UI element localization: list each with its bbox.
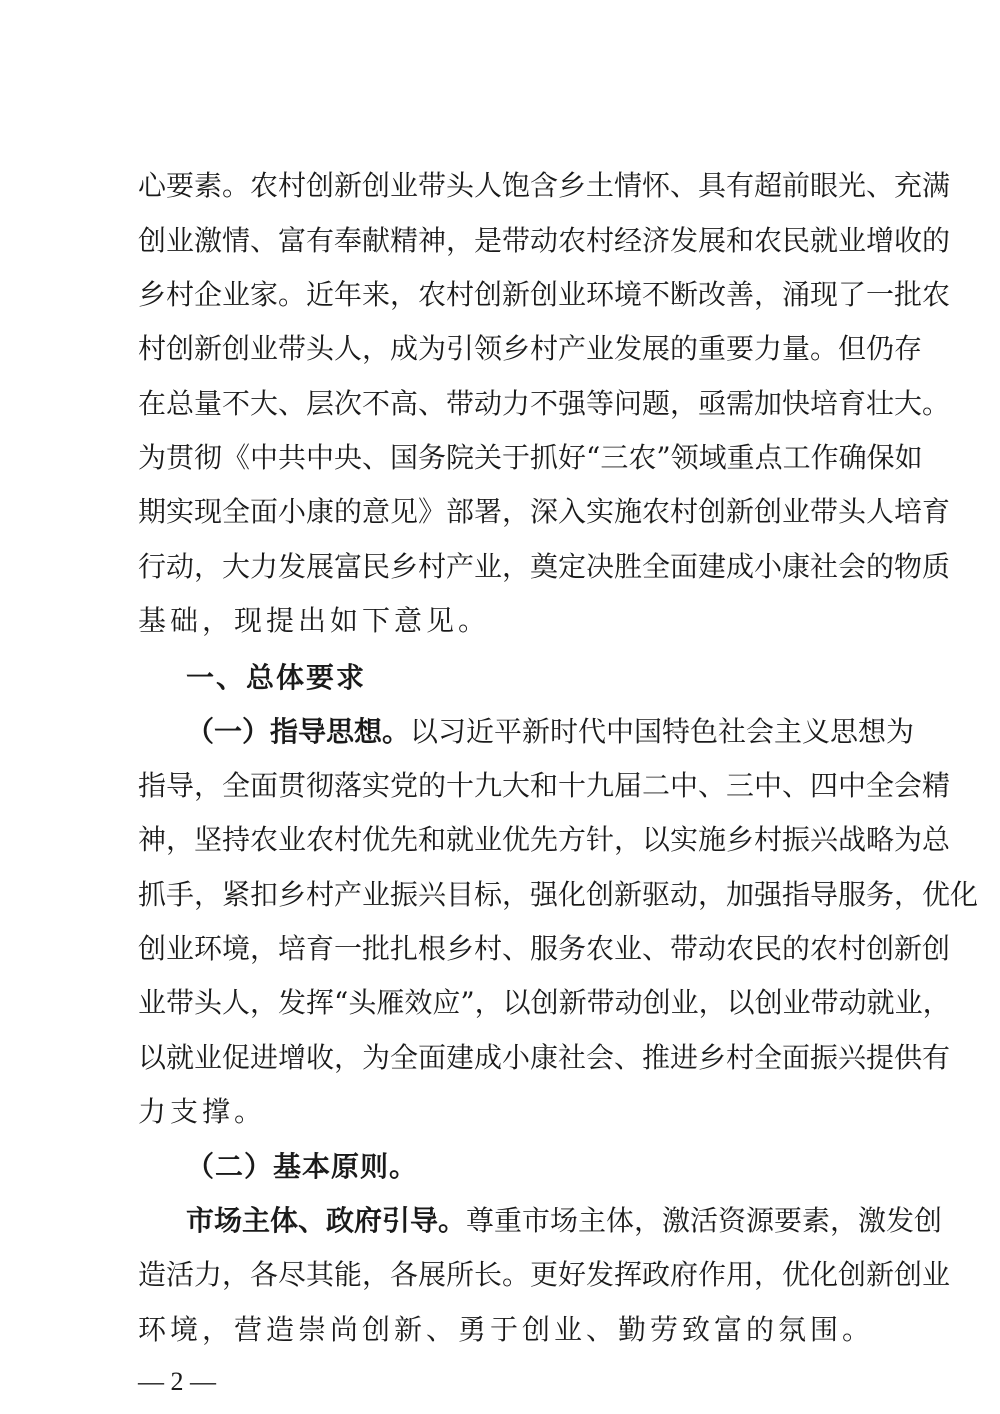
- intro-line-9: 基础，现提出如下意见。: [138, 604, 491, 637]
- subsection-1-line-4: 抓手，紧扣乡村产业振兴目标，强化创新驱动，加强指导服务，优化: [138, 878, 979, 911]
- subsection-1-first-line: [186, 710, 915, 754]
- intro-line-4: 村创新创业带头人，成为引领乡村产业发展的重要力量。但仍存: [138, 332, 923, 365]
- intro-line-2: 创业激情、富有奉献精神，是带动农村经济发展和农民就业增收的: [138, 224, 951, 257]
- intro-line-8: 行动，大力发展富民乡村产业，奠定决胜全面建成小康社会的物质: [138, 550, 951, 583]
- intro-line-1: 心要素。农村创新创业带头人饱含乡土情怀、具有超前眼光、充满: [138, 169, 951, 202]
- page-number: — 2 —: [138, 1367, 216, 1396]
- subsection-2-title: （二）基本原则。: [186, 1150, 419, 1183]
- principle-1-title: 市场主体、政府引导。: [186, 1204, 467, 1237]
- subsection-1-first-line-text: 以习近平新时代中国特色社会主义思想为: [410, 715, 915, 748]
- principle-1-first-line-text: 尊重市场主体，激活资源要素，激发创: [466, 1204, 943, 1237]
- subsection-1-line-8: 力支撑。: [138, 1095, 267, 1128]
- subsection-1-line-3: 神，坚持农业农村优先和就业优先方针，以实施乡村振兴战略为总: [138, 823, 951, 856]
- subsection-1-line-5: 创业环境，培育一批扎根乡村、服务农业、带动农民的农村创新创: [138, 932, 951, 965]
- subsection-1-title: （一）指导思想。: [186, 715, 411, 748]
- principle-1-line-3: 环境，营造崇尚创新、勇于创业、勤劳致富的氛围。: [138, 1313, 875, 1346]
- intro-line-5: 在总量不大、层次不高、带动力不强等问题，亟需加快培育壮大。: [138, 387, 951, 420]
- intro-line-7: 期实现全面小康的意见》部署，深入实施农村创新创业带头人培育: [138, 495, 951, 528]
- section-heading-overall-requirements: 一、总体要求: [186, 661, 367, 694]
- subsection-1-line-6: 业带头人，发挥“头雁效应”，以创新带动创业，以创业带动就业，: [138, 986, 951, 1019]
- intro-line-6: 为贯彻《中共中央、国务院关于抓好“三农”领域重点工作确保如: [138, 441, 923, 474]
- principle-1-first-line: [186, 1199, 943, 1243]
- subsection-1-line-2: 指导，全面贯彻落实党的十九大和十九届二中、三中、四中全会精: [138, 769, 951, 802]
- intro-line-3: 乡村企业家。近年来，农村创新创业环境不断改善，涌现了一批农: [138, 278, 951, 311]
- principle-1-line-2: 造活力，各尽其能，各展所长。更好发挥政府作用，优化创新创业: [138, 1258, 951, 1291]
- subsection-1-line-7: 以就业促进增收，为全面建成小康社会、推进乡村全面振兴提供有: [138, 1041, 951, 1074]
